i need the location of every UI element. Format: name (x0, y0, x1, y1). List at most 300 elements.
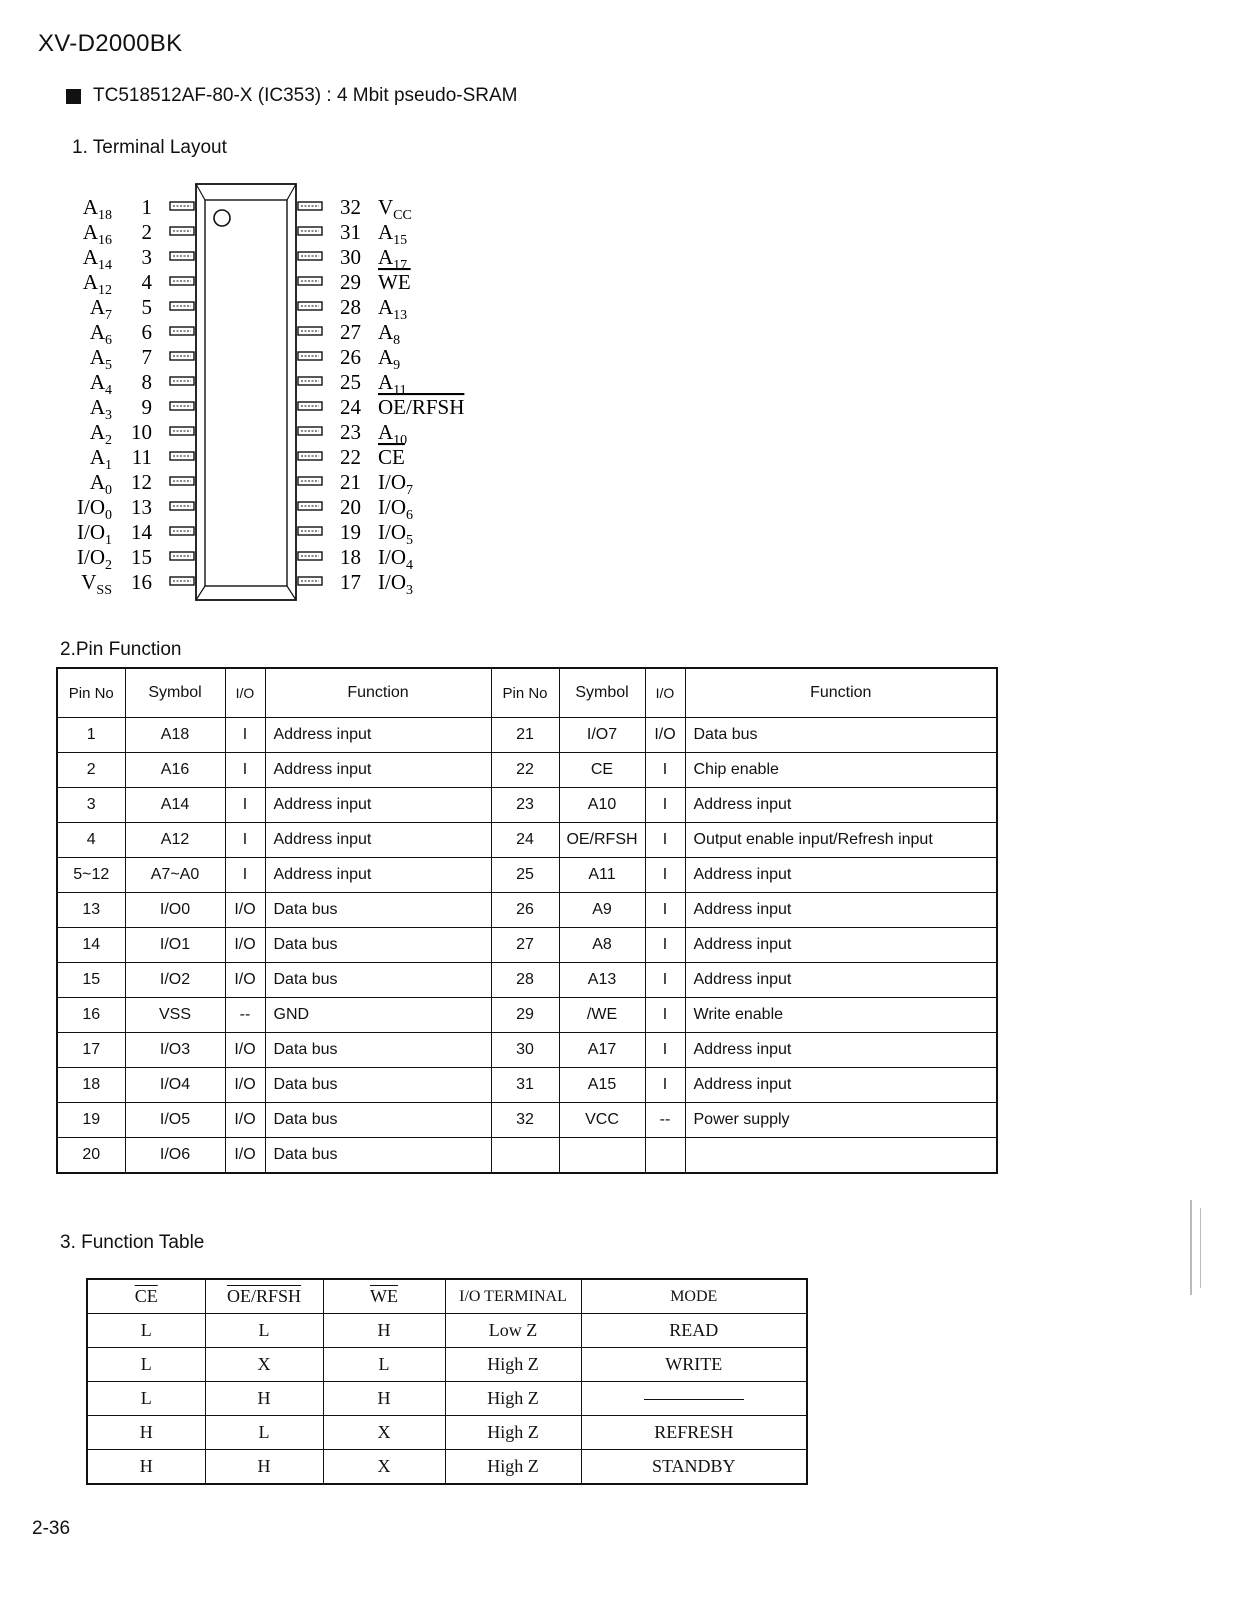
pin-label-symbol: I/O (378, 570, 406, 594)
pin-label-subscript: 5 (105, 358, 112, 373)
header-pin-no: Pin No (57, 668, 125, 718)
table-cell: Address input (265, 718, 491, 753)
table-cell: Address input (685, 1033, 997, 1068)
function-truth-table (86, 1278, 808, 1485)
table-cell: Power supply (685, 1103, 997, 1138)
pin-label-subscript: 9 (393, 358, 401, 373)
pin-label (378, 370, 407, 398)
pin-label-symbol: WE (378, 270, 411, 294)
table-cell: Write enable (685, 998, 997, 1033)
header-symbol: Symbol (125, 668, 225, 718)
table-cell: I (645, 928, 685, 963)
pin-label-symbol: A (378, 345, 394, 369)
table-cell: I (645, 998, 685, 1033)
pin-label-subscript: SS (96, 583, 112, 598)
table-cell: Data bus (265, 1138, 491, 1174)
table-row (87, 1314, 807, 1348)
table-row (57, 963, 997, 998)
table-cell: Address input (685, 893, 997, 928)
pin-label-symbol: I/O (77, 545, 105, 569)
table-cell: I (645, 1033, 685, 1068)
pin-number: 15 (131, 545, 152, 569)
table-cell: I/O7 (559, 718, 645, 753)
table-cell: I (225, 718, 265, 753)
pin-number: 7 (141, 345, 152, 369)
chip-heading (66, 85, 518, 107)
table-cell: I (225, 753, 265, 788)
pin-label-subscript: 1 (105, 533, 112, 548)
pin-label (77, 520, 112, 548)
table-cell: X (323, 1450, 445, 1485)
table-cell: A10 (559, 788, 645, 823)
table-row (87, 1416, 807, 1450)
pin-label (81, 570, 112, 598)
table-row (87, 1382, 807, 1416)
pin-label (378, 195, 412, 223)
table-cell: OE/RFSH (559, 823, 645, 858)
table-cell: 18 (57, 1068, 125, 1103)
table-cell: Address input (685, 1068, 997, 1103)
pin-label-symbol: I/O (77, 520, 105, 544)
pin-number: 26 (340, 345, 361, 369)
scan-edge-mark (1190, 1200, 1192, 1295)
table-cell: 27 (491, 928, 559, 963)
pin-number: 23 (340, 420, 361, 444)
table-cell: A12 (125, 823, 225, 858)
table-cell: 4 (57, 823, 125, 858)
pin-label-symbol: A (378, 245, 394, 269)
table-row (57, 1068, 997, 1103)
table-cell: 20 (57, 1138, 125, 1174)
table-cell: I/O (225, 963, 265, 998)
function-table-header-row (87, 1279, 807, 1314)
pin-label (90, 295, 112, 323)
pin-label (378, 445, 405, 469)
pin-label-symbol: A (378, 220, 394, 244)
table-cell: High Z (445, 1450, 581, 1485)
pin-label (90, 320, 112, 348)
table-cell (559, 1138, 645, 1174)
table-cell: Data bus (265, 928, 491, 963)
pin-label-symbol: A (89, 445, 105, 469)
pin-number: 20 (340, 495, 361, 519)
pin-label (378, 320, 400, 348)
table-cell: 14 (57, 928, 125, 963)
table-cell: VSS (125, 998, 225, 1033)
pin-number: 11 (131, 445, 152, 469)
pin-number: 13 (131, 495, 152, 519)
table-cell: I/O5 (125, 1103, 225, 1138)
header-io-2: I/O (645, 668, 685, 718)
pin-number: 17 (340, 570, 361, 594)
table-cell: I (645, 858, 685, 893)
pin-label-subscript: CC (393, 208, 412, 223)
table-cell: High Z (445, 1416, 581, 1450)
pin-label-symbol: A (82, 220, 98, 244)
table-cell: L (205, 1416, 323, 1450)
table-cell: H (87, 1416, 205, 1450)
pin-number: 18 (340, 545, 361, 569)
pin-label-subscript: 0 (105, 508, 112, 523)
table-cell: 23 (491, 788, 559, 823)
table-cell: I (225, 823, 265, 858)
table-row (57, 928, 997, 963)
pin-label-symbol: A (89, 395, 105, 419)
pin-label (90, 345, 112, 373)
table-cell: 31 (491, 1068, 559, 1103)
header-function-2: Function (685, 668, 997, 718)
table-cell: REFRESH (581, 1416, 807, 1450)
table-row (57, 893, 997, 928)
table-cell: High Z (445, 1348, 581, 1382)
table-cell: Data bus (265, 893, 491, 928)
table-cell: I (645, 1068, 685, 1103)
chip-package (196, 184, 296, 600)
table-cell: A16 (125, 753, 225, 788)
pin-number: 6 (141, 320, 152, 344)
table-cell: 19 (57, 1103, 125, 1138)
table-cell: 16 (57, 998, 125, 1033)
left-pin-group (77, 195, 194, 598)
pin-label-symbol: V (378, 195, 394, 219)
mode-dash (644, 1399, 744, 1400)
chip-inner-outline (205, 200, 287, 586)
table-cell: 22 (491, 753, 559, 788)
pin-label (378, 520, 413, 548)
table-cell: I/O6 (125, 1138, 225, 1174)
table-cell: Address input (265, 788, 491, 823)
pin-label-subscript: 11 (393, 383, 407, 398)
table-cell: L (323, 1348, 445, 1382)
pin1-marker-icon (214, 210, 230, 226)
pin-label-symbol: A (378, 420, 394, 444)
table-cell: 3 (57, 788, 125, 823)
table-cell: 29 (491, 998, 559, 1033)
table-cell: 1 (57, 718, 125, 753)
pin-label-symbol: A (82, 245, 98, 269)
table-cell: Data bus (265, 1068, 491, 1103)
pin-label (83, 245, 112, 273)
header-mode: MODE (581, 1279, 807, 1314)
pin-number: 28 (340, 295, 361, 319)
table-cell: CE (559, 753, 645, 788)
chip-outline (196, 184, 296, 600)
pin-label-symbol: I/O (378, 545, 406, 569)
pin-label (378, 220, 407, 248)
header-io: I/O (225, 668, 265, 718)
pin-label-subscript: 6 (406, 508, 413, 523)
table-cell: I (645, 788, 685, 823)
pin-label-symbol: V (81, 570, 97, 594)
pin-label (378, 570, 413, 598)
pin-number: 19 (340, 520, 361, 544)
table-cell: I (645, 823, 685, 858)
pin-label-symbol: A (82, 195, 98, 219)
pin-label-subscript: 2 (105, 433, 112, 448)
table-cell: Low Z (445, 1314, 581, 1348)
pin-function-table (56, 667, 998, 1174)
table-cell: 5~12 (57, 858, 125, 893)
table-cell: Output enable input/Refresh input (685, 823, 997, 858)
page-number: 2-36 (32, 1518, 71, 1539)
table-row (57, 858, 997, 893)
model-name: XV-D2000BK (38, 30, 183, 57)
pin-label-subscript: 17 (393, 258, 408, 273)
pin-label-subscript: 4 (406, 558, 413, 573)
table-cell: 15 (57, 963, 125, 998)
pin-number: 10 (131, 420, 152, 444)
pin-number: 16 (131, 570, 152, 594)
header-ce-label: $\overline{CE}$ (134, 1286, 158, 1306)
table-cell: VCC (559, 1103, 645, 1138)
pin-label-subscript: 15 (393, 233, 408, 248)
pin-number: 2 (141, 220, 152, 244)
pin-label (83, 270, 112, 298)
table-cell (645, 1138, 685, 1174)
pin-number: 3 (141, 245, 152, 269)
pin-label-symbol: A (89, 320, 105, 344)
chip-heading-text: TC518512AF-80-X (IC353) : 4 Mbit pseudo-SRAM (93, 85, 518, 106)
table-row (57, 1103, 997, 1138)
table-cell: 21 (491, 718, 559, 753)
pin-label-subscript: 13 (393, 308, 408, 323)
pin-label-symbol: A (378, 320, 394, 344)
table-row (57, 753, 997, 788)
header-oe-rfsh (205, 1279, 323, 1314)
table-row (57, 823, 997, 858)
pin-label (77, 495, 112, 523)
table-cell: I/O4 (125, 1068, 225, 1103)
pin-label-symbol: I/O (378, 520, 406, 544)
table-cell: L (87, 1382, 205, 1416)
table-cell: I (225, 788, 265, 823)
bullet-square-icon (66, 89, 81, 104)
pin-label-subscript: 14 (98, 258, 112, 273)
table-cell: High Z (445, 1382, 581, 1416)
pin-label (90, 420, 112, 448)
table-row (57, 998, 997, 1033)
pin-label (378, 245, 407, 273)
pin-label (378, 420, 407, 448)
table-cell: Data bus (685, 718, 997, 753)
pin-label-subscript: 6 (105, 333, 112, 348)
table-cell (581, 1382, 807, 1416)
pin-label-subscript: 5 (406, 533, 413, 548)
table-cell: H (87, 1450, 205, 1485)
chip-bevel (196, 184, 205, 200)
pin-label-symbol: A (89, 345, 105, 369)
table-cell: 32 (491, 1103, 559, 1138)
table-cell: L (87, 1314, 205, 1348)
table-cell: I/O0 (125, 893, 225, 928)
table-cell: Data bus (265, 963, 491, 998)
pin-label-subscript: 3 (406, 583, 413, 598)
table-cell: A14 (125, 788, 225, 823)
pin-label-symbol: A (378, 370, 394, 394)
pin-label-symbol: CE (378, 445, 405, 469)
pin-label-subscript: 7 (406, 483, 413, 498)
table-cell: I/O (645, 718, 685, 753)
table-cell: WRITE (581, 1348, 807, 1382)
table-cell: Address input (265, 858, 491, 893)
table-cell: I/O (225, 1103, 265, 1138)
pin-label-subscript: 0 (105, 483, 112, 498)
table-cell: 13 (57, 893, 125, 928)
table-cell: STANDBY (581, 1450, 807, 1485)
table-cell: X (323, 1416, 445, 1450)
pin-label-symbol: I/O (378, 470, 406, 494)
table-cell: Address input (265, 753, 491, 788)
pin-label-symbol: I/O (378, 495, 406, 519)
pin-label (378, 545, 413, 573)
pin-number: 12 (131, 470, 152, 494)
pin-label-subscript: 12 (98, 283, 112, 298)
table-cell: I/O (225, 893, 265, 928)
pin-label (90, 395, 112, 423)
table-cell: A8 (559, 928, 645, 963)
table-cell: Address input (685, 788, 997, 823)
pin-number: 27 (340, 320, 361, 344)
pin-label (90, 470, 112, 498)
section-terminal-layout-title: 1. Terminal Layout (72, 137, 227, 158)
pin-number: 1 (141, 195, 152, 219)
header-ce (87, 1279, 205, 1314)
table-cell: 17 (57, 1033, 125, 1068)
table-cell: I (645, 753, 685, 788)
pin-label-subscript: 3 (105, 408, 112, 423)
pin-label (378, 295, 407, 323)
table-cell: Data bus (265, 1103, 491, 1138)
pin-label-symbol: A (378, 295, 394, 319)
header-we (323, 1279, 445, 1314)
table-cell: -- (645, 1103, 685, 1138)
header-oe-rfsh-label: OE/RFSH (226, 1286, 302, 1306)
pin-label-symbol: A (89, 370, 105, 394)
table-cell: Address input (685, 858, 997, 893)
pin-number: 29 (340, 270, 361, 294)
pin-label-symbol: A (89, 295, 105, 319)
pin-number: 25 (340, 370, 361, 394)
table-row (87, 1450, 807, 1485)
table-cell: 25 (491, 858, 559, 893)
table-row (87, 1348, 807, 1382)
table-cell: H (323, 1382, 445, 1416)
pin-number: 5 (141, 295, 152, 319)
table-cell: L (87, 1348, 205, 1382)
table-cell: A13 (559, 963, 645, 998)
pin-number: 4 (141, 270, 152, 294)
table-cell: I/O1 (125, 928, 225, 963)
pin-label-subscript: 18 (98, 208, 112, 223)
table-cell: I/O2 (125, 963, 225, 998)
pin-label-subscript: 10 (393, 433, 408, 448)
table-cell: Address input (685, 963, 997, 998)
table-row (57, 718, 997, 753)
table-cell: H (205, 1450, 323, 1485)
table-cell: H (205, 1382, 323, 1416)
table-cell: A18 (125, 718, 225, 753)
table-cell: L (205, 1314, 323, 1348)
table-cell: /WE (559, 998, 645, 1033)
pin-number: 9 (141, 395, 152, 419)
pin-number: 32 (340, 195, 361, 219)
pin-number: 31 (340, 220, 361, 244)
table-cell: 28 (491, 963, 559, 998)
table-row (57, 1033, 997, 1068)
header-symbol-2: Symbol (559, 668, 645, 718)
pin-label-subscript: 2 (105, 558, 112, 573)
terminal-layout-diagram (60, 180, 520, 610)
table-cell: I/O (225, 1068, 265, 1103)
pin-number: 21 (340, 470, 361, 494)
pin-number: 30 (340, 245, 361, 269)
pin-label (77, 545, 112, 573)
table-cell: READ (581, 1314, 807, 1348)
scan-edge-mark-2 (1200, 1208, 1201, 1288)
table-cell: I/O (225, 1033, 265, 1068)
table-cell: Address input (685, 928, 997, 963)
pin-label (378, 395, 464, 419)
pin-label (90, 370, 112, 398)
table-cell: -- (225, 998, 265, 1033)
table-cell: Data bus (265, 1033, 491, 1068)
pin-number: 22 (340, 445, 361, 469)
table-cell: A17 (559, 1033, 645, 1068)
table-cell: I (645, 893, 685, 928)
header-io-terminal: I/O TERMINAL (445, 1279, 581, 1314)
table-cell: A9 (559, 893, 645, 928)
table-cell: I/O (225, 928, 265, 963)
section-pin-function-title: 2.Pin Function (60, 639, 182, 660)
pin-label-symbol: I/O (77, 495, 105, 519)
table-cell: 24 (491, 823, 559, 858)
table-cell: I (225, 858, 265, 893)
header-we-label: $\overline{WE}$ (370, 1286, 398, 1306)
table-cell: Chip enable (685, 753, 997, 788)
header-pin-no-2: Pin No (491, 668, 559, 718)
table-cell: X (205, 1348, 323, 1382)
header-function: Function (265, 668, 491, 718)
chip-bevel (196, 586, 205, 600)
pin-label (378, 495, 413, 523)
table-cell: H (323, 1314, 445, 1348)
chip-bevel (287, 586, 296, 600)
section-function-table-title: 3. Function Table (60, 1232, 205, 1253)
table-row (57, 1138, 997, 1174)
pin-number: 24 (340, 395, 361, 419)
table-cell (685, 1138, 997, 1174)
table-cell: 30 (491, 1033, 559, 1068)
pin-number: 8 (141, 370, 152, 394)
table-cell: I/O3 (125, 1033, 225, 1068)
table-cell: Address input (265, 823, 491, 858)
right-pin-group (298, 195, 464, 598)
pin-label (83, 220, 112, 248)
pin-label-subscript: 1 (105, 458, 112, 473)
table-cell: A7~A0 (125, 858, 225, 893)
pin-label-subscript: 4 (105, 383, 112, 398)
pin-label-symbol: A (89, 470, 105, 494)
table-cell (491, 1138, 559, 1174)
table-cell: A15 (559, 1068, 645, 1103)
table-cell: 2 (57, 753, 125, 788)
table-cell: I (645, 963, 685, 998)
pin-label (378, 470, 413, 498)
pin-label (90, 445, 112, 473)
pin-label (378, 345, 400, 373)
chip-bevel (287, 184, 296, 200)
pin-label-symbol: OE/RFSH (378, 395, 465, 419)
